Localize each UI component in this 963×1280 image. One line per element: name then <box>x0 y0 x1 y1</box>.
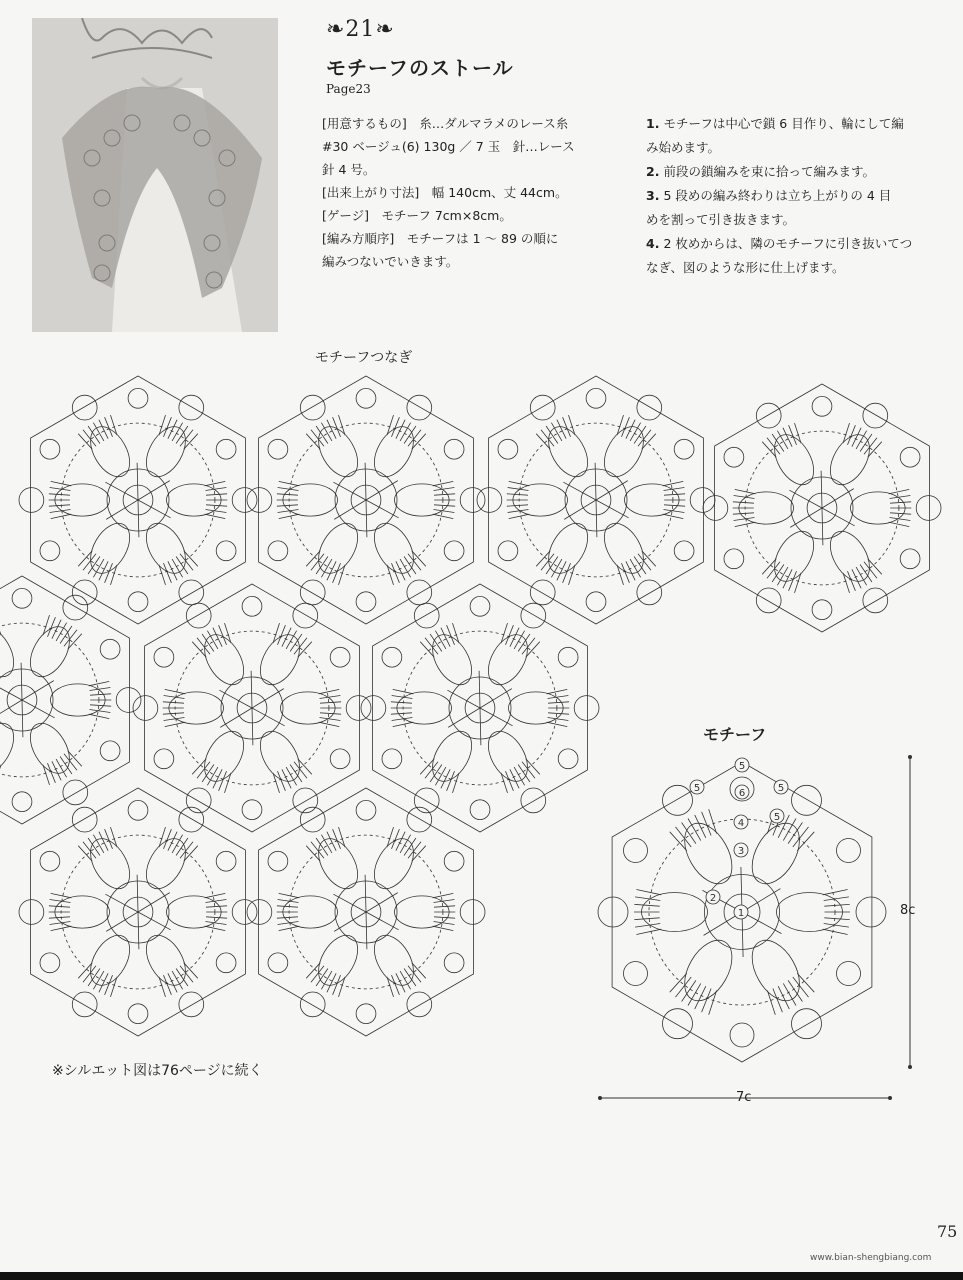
step-number: 3. <box>646 188 660 203</box>
step-number: 1. <box>646 116 660 131</box>
step-text: 前段の鎖編みを束に拾って編みます。 <box>663 164 875 179</box>
round-marker: 2 <box>709 893 717 904</box>
step-text: み始めます。 <box>646 140 721 155</box>
step-text: 5 段めの編み終わりは立ち上がりの 4 目 <box>663 188 892 203</box>
materials-line: [ゲージ] モチーフ 7cm×8cm。 <box>322 208 512 223</box>
materials-line: #30 ベージュ(6) 130g ／ 7 玉 針…レース <box>322 139 575 154</box>
round-marker: 3 <box>737 846 745 857</box>
pattern-number: ❧21❧ <box>326 17 395 42</box>
step-number: 2. <box>646 164 660 179</box>
round-marker: 5 <box>693 783 701 794</box>
round-marker: 5 <box>777 783 785 794</box>
step-text: モチーフは中心で鎖 6 目作り、輪にして編 <box>663 116 904 131</box>
step-text: めを割って引き抜きます。 <box>646 212 796 227</box>
page-reference: Page23 <box>326 82 371 96</box>
step-text: なぎ、図のような形に仕上げます。 <box>646 260 845 275</box>
step-number: 4. <box>646 236 660 251</box>
continuation-note: ※シルエット図は76ページに続く <box>52 1063 263 1079</box>
round-marker: 1 <box>737 908 745 919</box>
round-marker: 5 <box>773 812 781 823</box>
materials-line: 針 4 号。 <box>322 162 376 177</box>
round-marker: 5 <box>738 761 746 772</box>
materials-line: 編みつないでいきます。 <box>322 254 459 269</box>
round-marker: 6 <box>738 788 746 799</box>
watermark: www.bian-shengbiang.com <box>810 1253 932 1263</box>
height-dimension: 8c <box>900 903 916 918</box>
join-diagram-label: モチーフつなぎ <box>315 350 413 366</box>
materials-line: [編み方順序] モチーフは 1 ～ 89 の順に <box>322 231 559 246</box>
page-number: 75 <box>937 1222 958 1241</box>
width-dimension: 7c <box>736 1090 752 1105</box>
bottom-edge <box>0 1272 963 1280</box>
materials-line: [出来上がり寸法] 幅 140cm、丈 44cm。 <box>322 185 568 200</box>
materials-line: [用意するもの] 糸…ダルマラメのレース糸 <box>322 116 569 131</box>
round-marker: 4 <box>737 818 745 829</box>
step-text: 2 枚めからは、隣のモチーフに引き抜いてつ <box>663 236 913 251</box>
single-motif-label: モチーフ <box>703 725 767 744</box>
pattern-title: モチーフのストール <box>326 56 514 80</box>
